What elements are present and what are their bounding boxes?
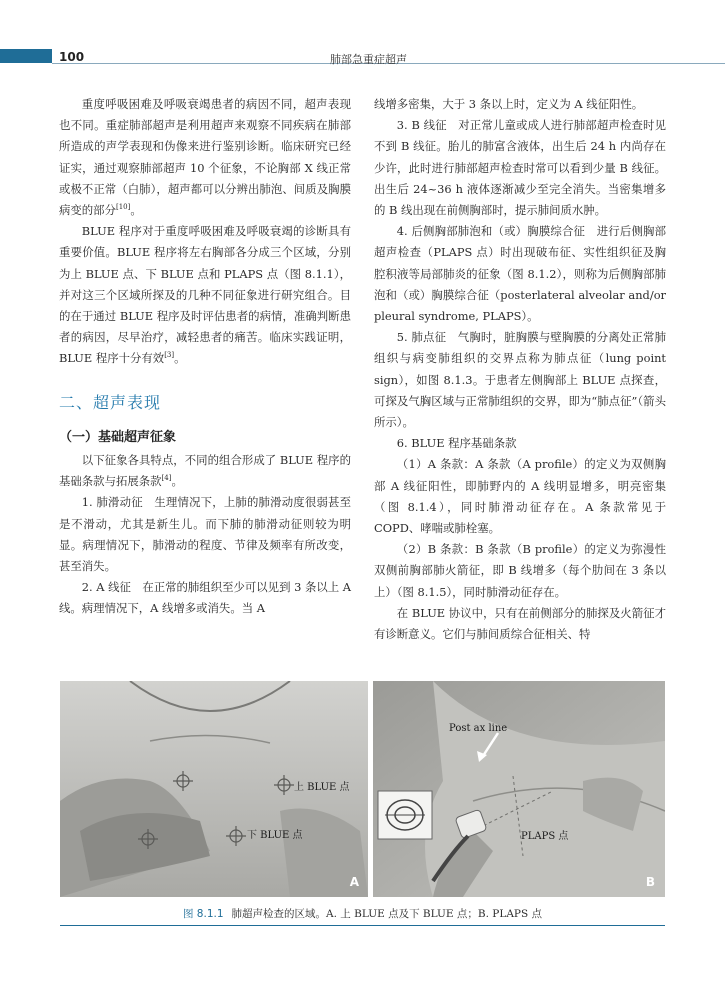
citation: [3]	[164, 351, 175, 360]
paragraph: 2. A 线征 在正常的肺组织至少可以见到 3 条以上 A 线。病理情况下，A 线增多或消失。当 A	[59, 580, 351, 616]
paragraph: BLUE 程序对于重度呼吸困难及呼吸衰竭的诊断具有重要价值。BLUE 程序将左右胸部各分成三个区域，分别为上 BLUE 点、下 BLUE 点和 PLAPS 点（图 8.1.1），并对这三个区域所探及的几种不同征象进行研究组合。目的在于通过 BLUE 程序及时评估患者的病情，准确判断患者的病因，尽早治疗，减轻患者的痛苦。临床实践证明，BLUE 程序十分有效[3]。	[59, 224, 351, 366]
header-accent-bar	[0, 49, 52, 63]
paragraph: （1）A 条款：A 条款（A profile）的定义为双侧胸部 A 线征阳性，即肺野内的 A 线明显增多，明亮密集（图 8.1.4），同时肺滑动征存在。A 条款常见于 COPD、哮喘或肺栓塞。	[374, 457, 666, 536]
caption-rule	[60, 925, 665, 926]
running-title: 肺部急重症超声	[330, 53, 407, 66]
figure-panel-a	[60, 681, 368, 897]
paragraph: 重度呼吸困难及呼吸衰竭患者的病因不同，超声表现也不同。重症肺部超声是利用超声来观察不同疾病在肺部所造成的声学表现和伪像来进行鉴别诊断。临床研究已经证实，通过观察肺部超声 10 个征象，不论胸部 X 线正常或极不正常（白肺），超声都可以分辨出肺泡、间质及胸膜病变的部分[10]。	[59, 97, 351, 218]
citation: [4]	[161, 474, 172, 483]
page-number: 100	[59, 50, 85, 64]
left-column	[59, 94, 351, 620]
paragraph: 在 BLUE 协议中，只有在前侧部分的肺探及火箭征才有诊断意义。它们与肺间质综合征相关、特	[374, 605, 666, 642]
panel-letter-a: A	[349, 875, 359, 889]
lateral-chest-illustration	[373, 681, 665, 897]
paragraph: 3. B 线征 对正常儿童或成人进行肺部超声检查时见不到 B 线征。胎儿的肺富含液体，出生后 24 h 内尚存在少许，此时进行肺部超声检查时常可以看到少量 B 线征。出生后 24~36 h 液体逐渐减少至完全消失。当密集增多的 B 线出现在前侧胸部时，提示肺间质水肿。	[374, 118, 666, 218]
lower-blue-point-label: 下 BLUE 点	[247, 830, 303, 841]
paragraph: 线增多密集，大于 3 条以上时，定义为 A 线征阳性。	[374, 97, 644, 111]
figure-number: 图 8.1.1	[182, 908, 224, 920]
figure-caption-text: 肺超声检查的区域。A. 上 BLUE 点及下 BLUE 点；B. PLAPS 点	[231, 908, 543, 920]
section-title: 二、超声表现	[59, 392, 162, 412]
paragraph: 6. BLUE 程序基础条款	[396, 436, 517, 451]
paragraph: （2）B 条款：B 条款（B profile）的定义为弥漫性双侧前胸部肺火箭征，即 B 线增多（每个肋间在 3 条以上）（图 8.1.5），同时肺滑动征存在。	[374, 542, 666, 599]
subsection-title: （一）基础超声征象	[59, 429, 177, 445]
panel-letter-b: B	[645, 875, 655, 889]
upper-blue-point-label: 上 BLUE 点	[294, 782, 350, 793]
plaps-point-label: PLAPS 点	[521, 831, 569, 842]
post-ax-line-label: Post ax line	[449, 723, 508, 734]
paragraph: 1. 肺滑动征 生理情况下，上肺的肺滑动度很弱甚至是不滑动，尤其是新生儿。而下肺的肺滑动征则较为明显。病理情况下，肺滑动的程度、节律及频率有所改变，甚至消失。	[59, 495, 351, 574]
citation: [10]	[115, 203, 131, 212]
figure-caption	[0, 906, 725, 921]
figure-panel-b	[373, 681, 665, 897]
right-column	[374, 94, 666, 645]
paragraph: 5. 肺点征 气胸时，脏胸膜与壁胸膜的分离处正常肺组织与病变肺组织的交界点称为肺点征（lung point sign），如图 8.1.3。于患者左侧胸部上 BLUE 点探查，可探及气胸区域与正常肺组织的交界，即为“肺点征”（箭头所示）。	[374, 330, 666, 430]
paragraph: 以下征象各具特点，不同的组合形成了 BLUE 程序的基础条款与拓展条款[4]。	[59, 453, 351, 489]
paragraph: 4. 后侧胸部肺泡和（或）胸膜综合征 进行后侧胸部超声检查（PLAPS 点）时出现破布征、实性组织征及胸腔积液等局部肺炎的征象（图 8.1.2），则称为后侧胸部肺泡和（或）胸膜综合征（posterlateral alveolar and/or pleural syndrome, PLAPS）。	[374, 224, 666, 324]
